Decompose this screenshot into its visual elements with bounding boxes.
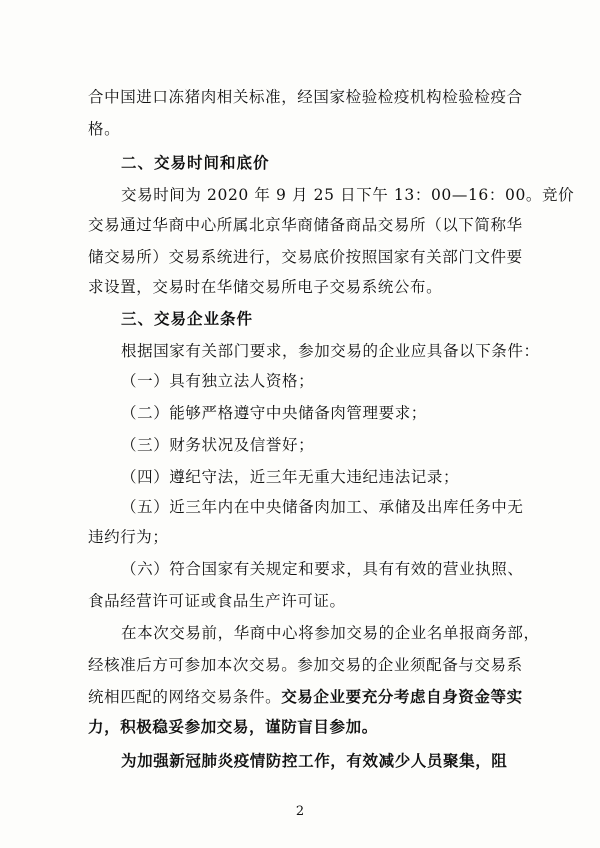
text-line-content: 经核准后方可参加本次交易。参加交易的企业须配备与交易系 [88, 656, 523, 674]
text-line [0, 86, 600, 108]
text-line-content: 合中国进口冻猪肉相关标准，经国家检验检疫机构检验检疫合 [88, 88, 523, 106]
text-line [0, 370, 600, 392]
text-line-content: 根据国家有关部门要求，参加交易的企业应具备以下条件： [121, 342, 540, 360]
text-line [0, 496, 600, 518]
text-line [0, 246, 600, 268]
text-line [0, 590, 600, 612]
text-line-content: 统相匹配的网络交易条件。 [88, 688, 282, 706]
text-line [0, 118, 600, 140]
text-line [0, 622, 600, 644]
text-line-content: （六）符合国家有关规定和要求，具有有效的营业执照、 [121, 560, 524, 578]
text-line [0, 340, 600, 362]
text-line [0, 750, 600, 772]
text-line-bold-segment: 交易企业要充分考虑自身资金等实 [281, 687, 523, 706]
text-line-content: （五）近三年内在中央储备肉加工、承储及出库任务中无 [121, 498, 524, 516]
text-line-content: 三、交易企业条件 [121, 309, 254, 328]
text-line-content: 交易通过华商中心所属北京华商储备商品交易所（以下简称华 [88, 216, 523, 234]
page-number: 2 [295, 804, 305, 819]
text-line [0, 558, 600, 580]
text-line-content: 二、交易时间和底价 [121, 153, 270, 172]
section-heading [0, 308, 600, 330]
text-line-content: 交易时间为 2020 年 9 月 25 日下午 13：00—16：00。竞价 [121, 186, 575, 204]
section-heading [0, 152, 600, 174]
text-line [0, 686, 600, 708]
text-line-content: （一）具有独立法人资格； [121, 372, 315, 390]
text-line-content: （三）财务状况及信誉好； [121, 436, 315, 454]
text-line-content: 违约行为； [88, 528, 169, 546]
text-line [0, 526, 600, 548]
text-line-content: 求设置，交易时在华储交易所电子交易系统公布。 [88, 278, 443, 296]
text-line [0, 402, 600, 424]
text-line [0, 466, 600, 488]
text-line-content: 力，积极稳妥参加交易，谨防盲目参加。 [88, 717, 378, 736]
text-line-content: 储交易所）交易系统进行，交易底价按照国家有关部门文件要 [88, 248, 523, 266]
text-line [0, 716, 600, 738]
text-line [0, 184, 600, 206]
text-line-content: 食品经营许可证或食品生产许可证。 [88, 592, 346, 610]
text-line [0, 654, 600, 676]
text-line [0, 214, 600, 236]
text-line-content: 格。 [88, 120, 121, 138]
text-line-content: （四）遵纪守法，近三年无重大违纪违法记录； [121, 468, 460, 486]
text-line [0, 276, 600, 298]
text-line-content: （二）能够严格遵守中央储备肉管理要求； [121, 404, 427, 422]
text-line-content: 在本次交易前，华商中心将参加交易的企业名单报商务部， [121, 624, 540, 642]
text-line [0, 434, 600, 456]
text-line-content: 为加强新冠肺炎疫情防控工作，有效减少人员聚集，阻 [121, 751, 508, 770]
